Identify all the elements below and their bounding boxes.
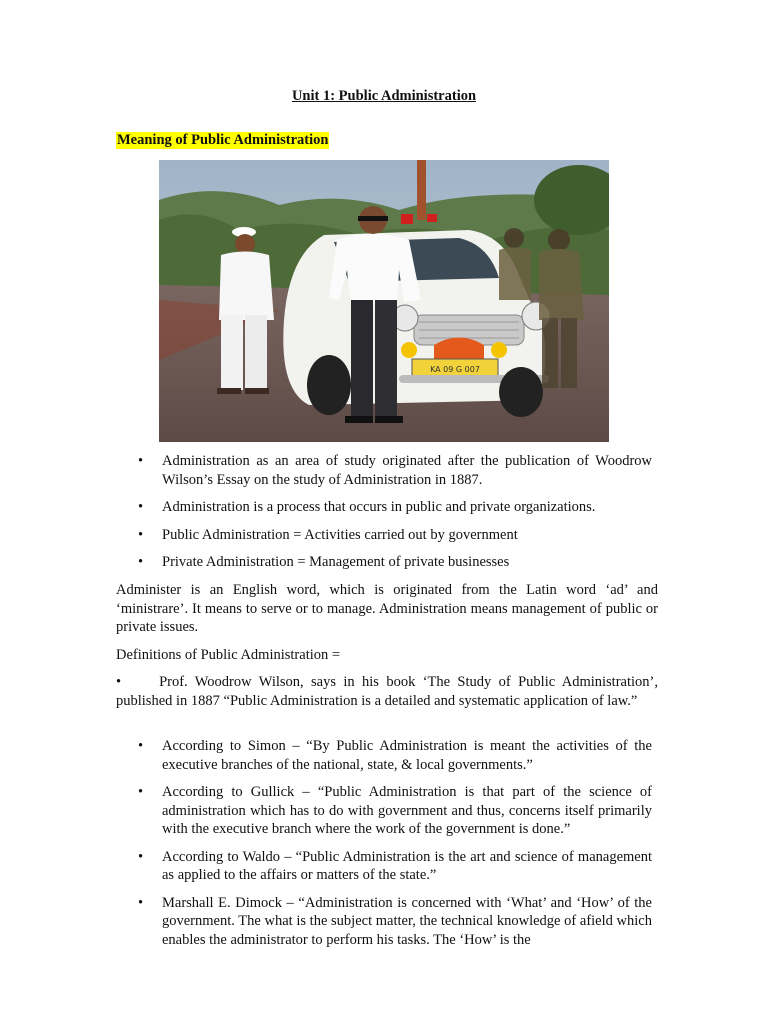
bullet-dot-icon: • — [138, 784, 144, 800]
list-item — [116, 498, 652, 517]
bullet-dot-icon: • — [138, 894, 144, 911]
paragraph-wilson — [116, 673, 658, 710]
bullet-dot-icon: • — [138, 554, 144, 570]
list-item — [116, 848, 652, 885]
list-item-text: According to Gullick – “Public Administration is that part of the science of administration which has to do with government and thus, concerns itself primarily with the executive branch where the work of the government is done.” — [162, 784, 652, 837]
list-item-text: Administration as an area of study originated after the publication of Woodrow Wilson’s Essay on the study of Administration in 1887. — [162, 453, 652, 488]
bullet-list-definitions — [116, 737, 652, 949]
wilson-text: Prof. Woodrow Wilson, says in his book ‘The Study of Public Administration’, published in 1887 “Public Administration is a detailed and systematic application of law.” — [116, 674, 658, 709]
section-heading-highlighted: Meaning of Public Administration — [117, 132, 329, 148]
list-item-text: Private Administration = Management of private businesses — [162, 554, 510, 570]
list-item — [116, 553, 652, 572]
definitions-label: Definitions of Public Administration = — [116, 647, 341, 663]
list-item — [116, 452, 652, 489]
list-item-text: According to Waldo – “Public Administration is the art and science of management as applied to the affairs or matters of the state.” — [162, 848, 652, 883]
photo-plate-text: KA 09 G 007 — [430, 365, 480, 374]
list-item — [116, 894, 652, 950]
bullet-dot-icon: • — [138, 453, 144, 469]
list-item-text: Public Administration = Activities carried out by government — [162, 526, 518, 543]
bullet-dot-icon: • — [116, 674, 122, 690]
bullet-dot-icon: • — [138, 738, 144, 754]
paragraph-administer: Administer is an English word, which is originated from the Latin word ‘ad’ and ‘ministrare’. It means to serve or to manage. Administration means management of public or private issues. — [116, 582, 658, 635]
photo-officer-with-car — [159, 160, 609, 442]
list-item-text: According to Simon – “By Public Administration is meant the activities of the executive branches of the national, state, & local governments.” — [162, 738, 652, 773]
page-title: Unit 1: Public Administration — [291, 88, 477, 104]
list-item-text: Administration is a process that occurs in public and private organizations. — [162, 499, 596, 515]
bullet-dot-icon: • — [138, 526, 144, 543]
list-item — [116, 783, 652, 839]
bullet-dot-icon: • — [138, 848, 144, 865]
bullet-list-intro — [116, 452, 652, 572]
bullet-dot-icon: • — [138, 499, 144, 515]
photo-illustration — [159, 160, 609, 442]
list-item — [116, 737, 652, 774]
list-item-text: Marshall E. Dimock – “Administration is concerned with ‘What’ and ‘How’ of the government. The what is the subject matter, the technical knowledge of afield which enables the administrator to perform his tasks. The ‘How’ is the — [162, 894, 652, 948]
list-item — [116, 526, 652, 545]
